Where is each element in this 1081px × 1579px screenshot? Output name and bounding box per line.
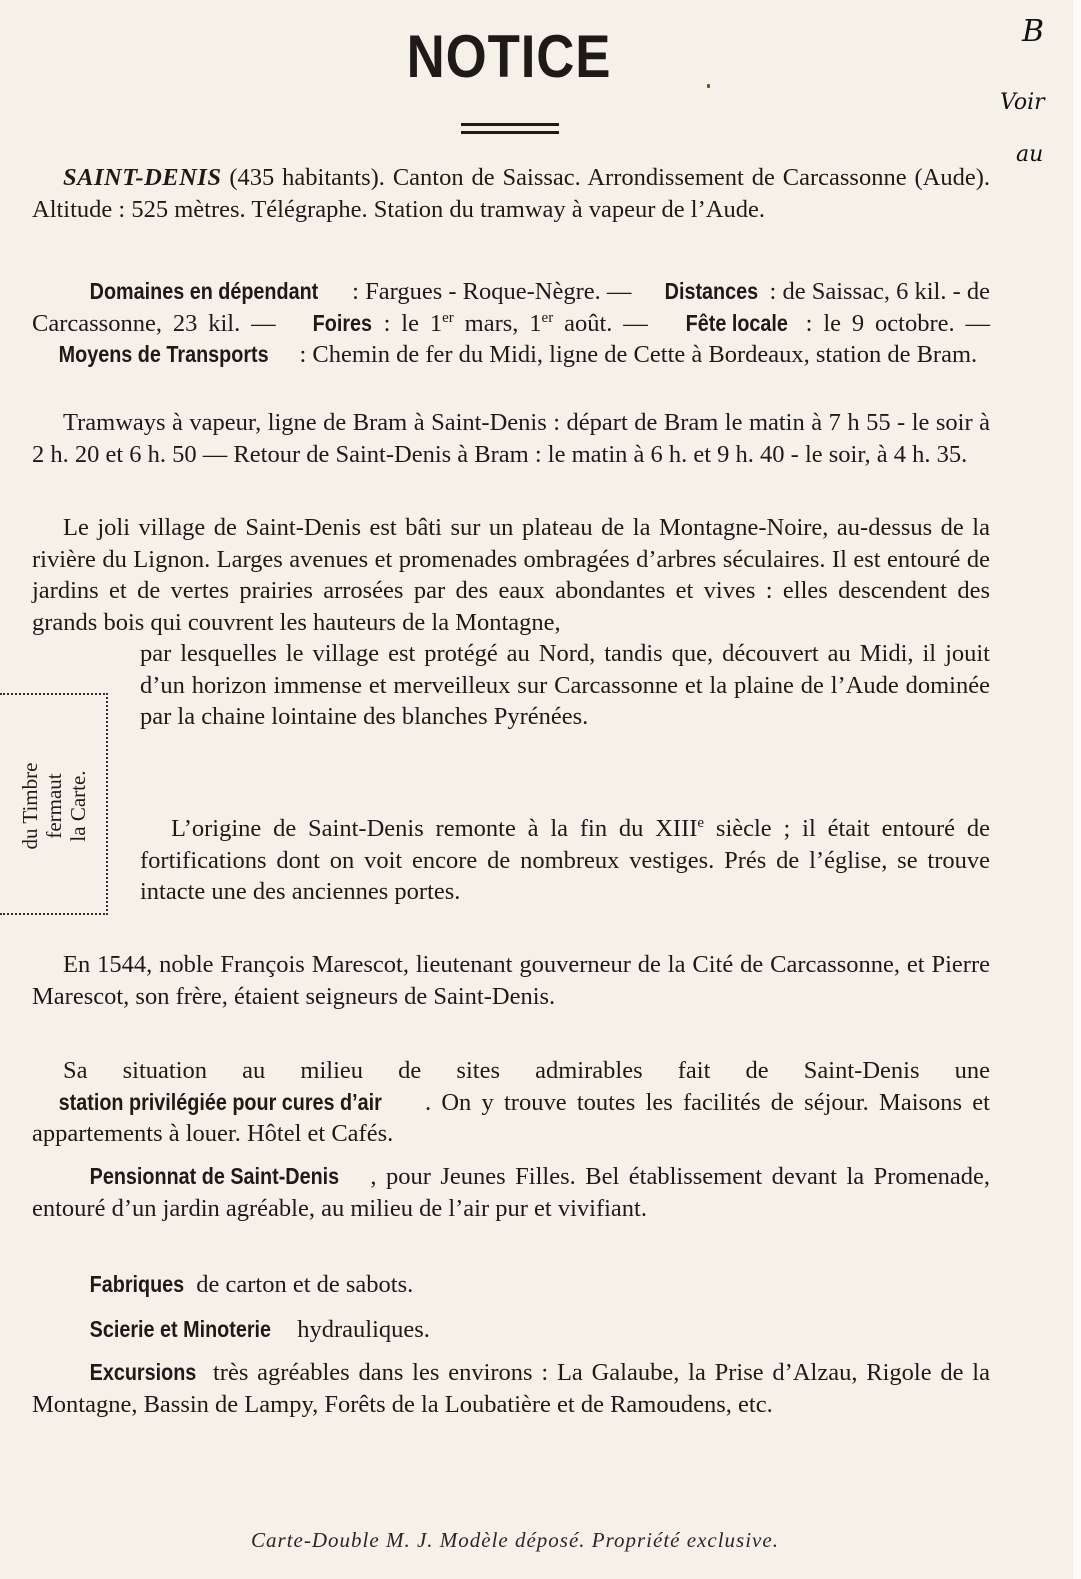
paragraph-situation [32,1055,990,1150]
stamp-text [18,696,90,916]
title-rule-top [461,123,559,126]
village-text-b: par lesquelles le village est protégé au Nord, tandis que, découvert au Midi, il jouit d’un horizon immense et merveilleux sur Carcassonne et la plaine de l’Aude dominée par la chaine lointaine des blanches Pyrénées. [140,640,990,730]
title-rule-bottom [461,131,559,134]
situation-text-a: Sa situation au milieu de sites admirables fait de Saint-Denis une [63,1057,990,1084]
paragraph-tramways [32,407,990,470]
label-foires: Foires [313,309,373,336]
paragraph-fabriques [32,1269,990,1301]
label-fete: Fête locale [685,309,788,336]
scierie-text: hydrauliques. [291,1316,430,1343]
paragraph-history [32,949,990,1012]
label-distances: Distances [664,278,758,304]
origine-text-a: L’origine de Saint-Denis remonte à la fin du XIII [171,815,698,842]
history-text: En 1544, noble François Marescot, lieutenant gouverneur de la Cité de Carcassonne, et Pierre Marescot, son frère, étaient seigneurs de Saint-Denis. [32,951,990,1010]
label-pensionnat: Pensionnat de Saint-Denis [89,1163,340,1189]
page-title: NOTICE [406,23,612,90]
paragraph-intro [32,162,990,225]
sup-er-2: er [541,309,554,326]
stamp-line-1: du Timbre [18,762,42,850]
sup-e: e [697,814,705,831]
handwritten-note-voir: Voir [1000,90,1045,115]
stamp-line-2: fermaut [42,773,66,839]
label-station: station privilégiée pour cures d’air [58,1088,382,1115]
excursions-text: très agréables dans les environs : La Galaube, la Prise d’Alzau, Rigole de la Montagne, Bassin de Lampy, Forêts de la Loubatière et de Ramoudens, etc. [32,1359,990,1418]
label-domaines: Domaines en dépendant [89,278,319,304]
handwritten-note-au: au [1016,142,1044,167]
text-foires-c: août. — [553,309,659,337]
village-text-a: Le joli village de Saint-Denis est bâti sur un plateau de la Montagne-Noire, au-dessus de la rivière du Lignon. Larges avenues et promenades ombragées d’arbres séculaires. Il est entouré de jardins et de vertes prairies arrosées par des eaux abondantes et vives : elles descendent des grands bois qui couvrent les hauteurs de la Montagne, [32,514,990,636]
paragraph-village [32,512,990,757]
text-fete: : le 9 octobre. — [794,309,990,337]
tramways-text: Tramways à vapeur, ligne de Bram à Saint-Denis : départ de Bram le matin à 7 h 55 - le soir à 2 h. 20 et 6 h. 50 — Retour de Saint-Denis à Bram : le matin à 6 h. et 9 h. 40 - le soir, à 4 h. 35. [32,409,990,468]
handwritten-note-b: B [1022,14,1045,49]
label-transports: Moyens de Transports [58,341,269,367]
footer-imprint: Carte-Double M. J. Modèle déposé. Propriété exclusive. [251,1528,779,1552]
text-foires-a: : le 1 [372,309,443,337]
town-name: SAINT-DENIS [63,164,222,191]
text-distances: : de Saissac, 6 kil. - de Carcassonne, 23 kil. — [32,278,991,337]
label-fabriques: Fabriques [89,1271,185,1297]
fabriques-text: de carton et de sabots. [190,1271,414,1298]
pensionnat-text: , pour Jeunes Filles. Bel établissement devant la Promenade, entouré d’un jardin agréable, au milieu de l’air pur et vivifiant. [32,1163,990,1222]
origine-text-b: siècle ; il était entouré de fortifications dont on voit encore de nombreux vestiges. Prés de l’église, se trouve intacte une des anciennes portes. [140,815,990,905]
text-foires-b: mars, 1 [453,309,542,337]
label-scierie: Scierie et Minoterie [89,1316,272,1342]
page-edge [1073,0,1081,1579]
stamp-line-3: la Carte. [66,770,90,842]
situation-text-b: . On y trouve toutes les facilités de séjour. Maisons et appartements à louer. Hôtel et Cafés. [32,1088,990,1147]
stamp-box [0,693,108,915]
paragraph-scierie [32,1314,990,1346]
paragraph-domaines [32,276,990,371]
label-excursions: Excursions [89,1359,197,1385]
paragraph-excursions [32,1357,990,1420]
paragraph-origine [32,813,990,932]
sup-er-1: er [442,309,454,326]
text-transports: : Chemin de fer du Midi, ligne de Cette à Bordeaux, station de Bram. [293,341,978,368]
intro-text: (435 habitants). Canton de Saissac. Arrondissement de Carcassonne (Aude). Altitude : 525 mètres. Télégraphe. Station du tramway à vapeur de l’Aude. [32,164,990,223]
text-domaines: : Fargues - Roque-Nègre. — [346,278,638,305]
paragraph-pensionnat [32,1161,990,1224]
